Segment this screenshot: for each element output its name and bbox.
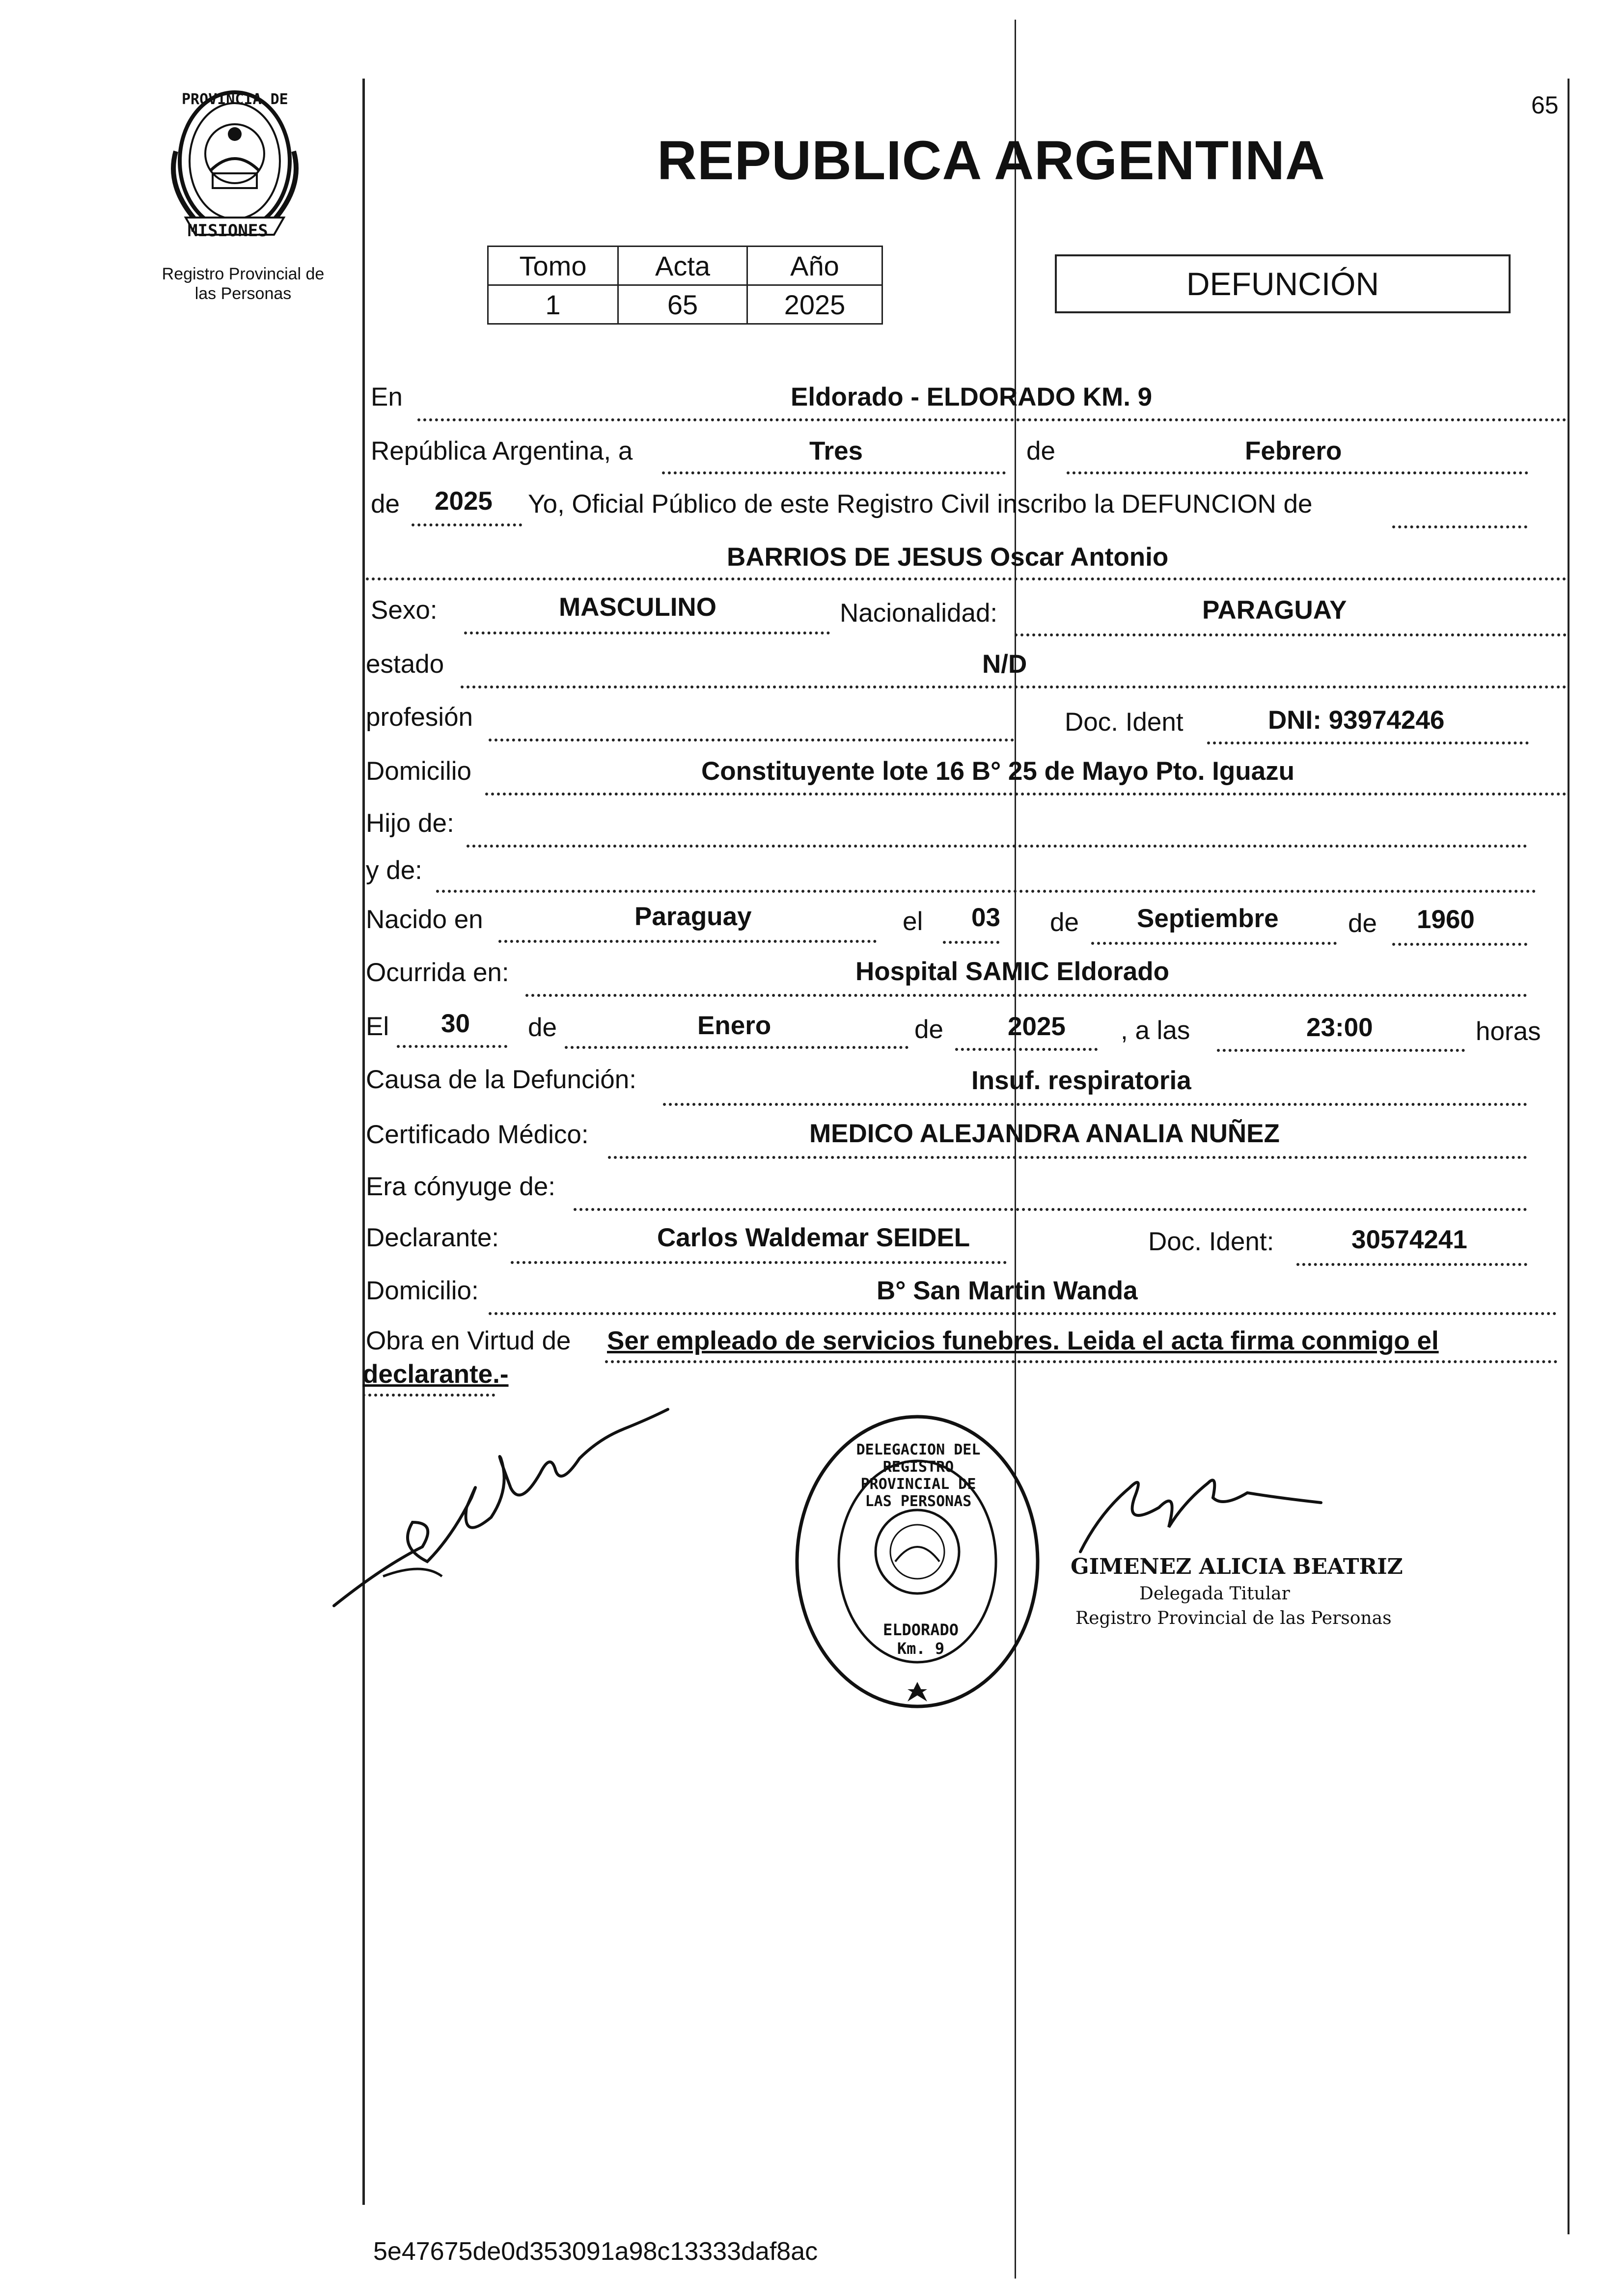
declarante-value: Carlos Waldemar SEIDEL xyxy=(657,1223,970,1252)
profesion-dots xyxy=(489,739,1014,741)
causa-label: Causa de la Defunción: xyxy=(366,1065,636,1094)
tomo-value: 1 xyxy=(488,285,618,324)
signatory-org: Registro Provincial de las Personas xyxy=(1075,1608,1392,1628)
de-label-4: de xyxy=(1348,909,1377,938)
register-table xyxy=(487,246,883,325)
logo-text-top: PROVINCIA DE xyxy=(182,91,288,108)
nacido-anio-dots xyxy=(1392,943,1527,946)
horas-label: horas xyxy=(1476,1017,1541,1046)
obra-line-2: declarante.- xyxy=(362,1360,509,1389)
hijo-label: Hijo de: xyxy=(366,809,454,838)
causa-value: Insuf. respiratoria xyxy=(971,1066,1191,1095)
sexo-value: MASCULINO xyxy=(559,593,716,622)
de-label-5: de xyxy=(528,1013,557,1042)
fallec-dia-dots xyxy=(397,1045,507,1048)
domicilio2-value: B° San Martin Wanda xyxy=(877,1276,1138,1305)
sexo-label: Sexo: xyxy=(371,596,438,625)
document-title: REPUBLICA ARGENTINA xyxy=(657,130,1325,191)
nacido-lugar-dots xyxy=(498,940,877,943)
el-label: el xyxy=(903,907,923,936)
obra-line-1: Ser empleado de servicios funebres. Leida el acta firma conmigo el xyxy=(607,1326,1439,1355)
oficial-dots xyxy=(1392,525,1527,528)
act-type-box xyxy=(1055,254,1511,313)
fold-line xyxy=(1015,20,1016,2279)
domicilio2-dots xyxy=(489,1312,1557,1315)
dia-dots xyxy=(662,471,1006,474)
republica-label: República Argentina, a xyxy=(371,437,633,466)
en-dots xyxy=(417,418,1567,421)
domicilio-label: Domicilio xyxy=(366,757,471,786)
nombre-value: BARRIOS DE JESUS Oscar Antonio xyxy=(727,543,1169,572)
declarant-signature xyxy=(324,1400,678,1616)
declarante-label: Declarante: xyxy=(366,1223,499,1252)
official-signature xyxy=(1071,1454,1326,1562)
acta-value: 65 xyxy=(618,285,747,324)
declarante-doc-dots xyxy=(1296,1263,1527,1266)
doc-value: DNI: 93974246 xyxy=(1268,706,1445,735)
de-label: de xyxy=(1026,437,1055,466)
certificado-label: Certificado Médico: xyxy=(366,1120,589,1149)
signatory-name: GIMENEZ ALICIA BEATRIZ xyxy=(1071,1554,1403,1579)
anio-dots xyxy=(412,523,522,526)
stamp-ring-text: DELEGACION DEL REGISTRO PROVINCIAL DE LAS PERSONAS xyxy=(856,1441,981,1510)
El-label: El xyxy=(366,1012,389,1041)
certificado-value: MEDICO ALEJANDRA ANALIA NUÑEZ xyxy=(809,1119,1280,1148)
nacido-mes-dots xyxy=(1091,942,1337,945)
nacido-dia-dots xyxy=(943,941,999,944)
causa-dots xyxy=(663,1103,1527,1106)
profesion-label: profesión xyxy=(366,703,473,732)
domicilio-value: Constituyente lote 16 B° 25 de Mayo Pto. Iguazu xyxy=(701,757,1295,786)
fallec-anio-dots xyxy=(955,1048,1098,1051)
domicilio-dots xyxy=(485,793,1567,796)
tomo-header: Tomo xyxy=(488,247,618,285)
obra-label: Obra en Virtud de xyxy=(366,1326,571,1355)
stamp-inner-text: ELDORADO Km. 9 xyxy=(882,1620,959,1658)
obra-line2-dots xyxy=(362,1394,495,1397)
doc-ident-label: Doc. Ident: xyxy=(1148,1227,1274,1256)
nacido-anio: 1960 xyxy=(1417,905,1475,934)
ocurrida-dots xyxy=(525,994,1527,997)
anio-value: 2025 xyxy=(747,285,882,324)
estado-value: N/D xyxy=(982,650,1027,679)
registry-line-2: las Personas xyxy=(194,284,292,303)
conyuge-label: Era cónyuge de: xyxy=(366,1172,555,1201)
de-label-2: de xyxy=(371,490,400,519)
fallec-mes: Enero xyxy=(697,1011,771,1040)
obra-dots xyxy=(605,1360,1558,1363)
oficial-text: Yo, Oficial Público de este Registro Civil inscribo la DEFUNCION de xyxy=(528,490,1313,519)
page-number: 65 xyxy=(1531,91,1559,119)
conyuge-dots xyxy=(574,1208,1527,1211)
en-label: En xyxy=(371,383,403,412)
de-label-6: de xyxy=(914,1015,943,1044)
nacido-mes: Septiembre xyxy=(1137,904,1279,933)
ocurrida-label: Ocurrida en: xyxy=(366,958,509,987)
anio-header: Año xyxy=(747,247,882,285)
registry-line-1: Registro Provincial de xyxy=(162,265,325,283)
estado-label: estado xyxy=(366,650,444,679)
ocurrida-value: Hospital SAMIC Eldorado xyxy=(855,957,1169,986)
fallec-mes-dots xyxy=(565,1046,908,1049)
doc-label: Doc. Ident xyxy=(1065,708,1184,737)
certificado-dots xyxy=(608,1156,1527,1159)
domicilio2-label: Domicilio: xyxy=(366,1276,479,1305)
yde-dots xyxy=(436,890,1536,893)
nacido-dia: 03 xyxy=(971,903,1000,932)
anio-registro: 2025 xyxy=(435,487,493,516)
nacionalidad-value: PARAGUAY xyxy=(1202,596,1347,625)
lugar-value: Eldorado - ELDORADO KM. 9 xyxy=(791,383,1153,412)
signatory-title: Delegada Titular xyxy=(1139,1584,1290,1604)
mes-dots xyxy=(1067,471,1528,474)
document-hash: 5e47675de0d353091a98c13333daf8ac xyxy=(373,2237,818,2266)
sexo-dots xyxy=(464,632,830,634)
registry-caption xyxy=(140,264,346,303)
fallec-dia: 30 xyxy=(441,1009,470,1038)
hora-value: 23:00 xyxy=(1306,1013,1373,1042)
mes-registro: Febrero xyxy=(1245,437,1342,466)
dia-registro: Tres xyxy=(809,437,863,466)
alas-label: , a las xyxy=(1121,1016,1190,1045)
left-margin-line xyxy=(362,79,365,2205)
act-type: DEFUNCIÓN xyxy=(1186,266,1379,302)
fallec-anio: 2025 xyxy=(1008,1012,1066,1041)
doc-dots xyxy=(1207,741,1529,744)
nacido-lugar: Paraguay xyxy=(634,902,752,931)
declarante-dots xyxy=(511,1261,1007,1264)
hijo-dots xyxy=(467,845,1527,848)
nacionalidad-dots xyxy=(1015,633,1567,636)
nacionalidad-label: Nacionalidad: xyxy=(840,599,998,628)
logo-text-bottom: MISIONES xyxy=(188,221,268,241)
estado-dots xyxy=(461,686,1567,688)
declarante-doc: 30574241 xyxy=(1351,1225,1467,1254)
right-margin-line xyxy=(1568,79,1569,2234)
hora-dots xyxy=(1217,1049,1465,1052)
nombre-dots xyxy=(366,577,1567,580)
nacido-label: Nacido en xyxy=(366,905,483,934)
de-label-3: de xyxy=(1050,908,1079,937)
yde-label: y de: xyxy=(366,856,422,885)
acta-header: Acta xyxy=(618,247,747,285)
